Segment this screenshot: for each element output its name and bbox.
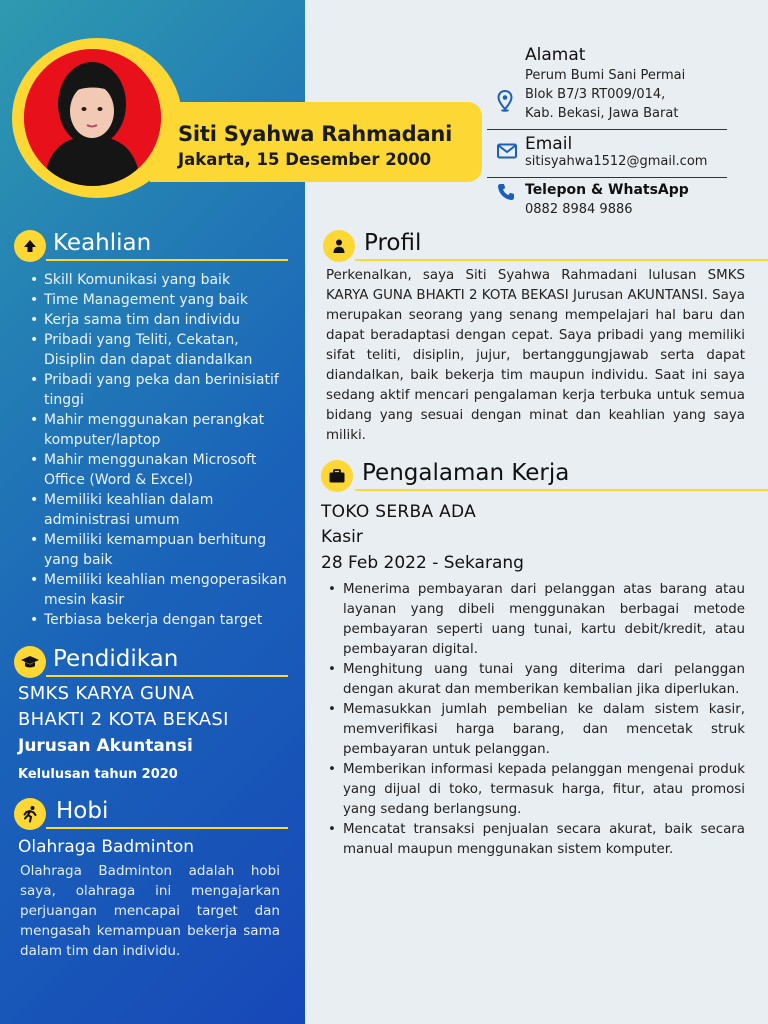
hobby-name: Olahraga Badminton	[18, 837, 195, 857]
school-name-line-2: BHAKTI 2 KOTA BEKASI	[18, 709, 229, 730]
section-underline	[355, 259, 768, 261]
skill-item: • Memiliki kemampuan berhitung yang baik	[26, 530, 291, 570]
person-icon	[323, 230, 355, 262]
section-underline	[355, 489, 768, 491]
skill-item: • Time Management yang baik	[26, 290, 291, 310]
skill-item: • Mahir menggunakan perangkat komputer/laptop	[26, 410, 291, 450]
email-title: Email	[525, 134, 573, 154]
skills-list	[26, 270, 291, 630]
birth-place-date: Jakarta, 15 Desember 2000	[178, 150, 432, 169]
skill-item: • Pribadi yang peka dan berinisiatif tinggi	[26, 370, 291, 410]
address-line-3: Kab. Bekasi, Jawa Barat	[525, 106, 679, 121]
skill-item: • Skill Komunikasi yang baik	[26, 270, 291, 290]
duty-item: • Mencatat transaksi penjualan secara akurat, baik secara manual maupun menggunakan sistem komputer.	[325, 820, 745, 860]
address-title: Alamat	[525, 45, 586, 65]
skill-item: • Kerja sama tim dan individu	[26, 310, 291, 330]
phone-title: Telepon & WhatsApp	[525, 182, 689, 198]
section-underline	[46, 259, 288, 261]
job-role: Kasir	[321, 527, 363, 547]
briefcase-icon	[321, 460, 353, 492]
hobby-heading: Hobi	[56, 798, 109, 824]
phone-icon	[497, 183, 515, 205]
full-name: Siti Syahwa Rahmadani	[178, 122, 453, 146]
skill-item: • Mahir menggunakan Microsoft Office (Word & Excel)	[26, 450, 291, 490]
profile-photo	[24, 49, 161, 186]
school-name-line-1: SMKS KARYA GUNA	[18, 683, 195, 704]
contact-divider	[487, 129, 727, 130]
skills-heading: Keahlian	[53, 230, 152, 256]
job-period: 28 Feb 2022 - Sekarang	[321, 553, 524, 573]
education-heading: Pendidikan	[53, 646, 179, 672]
skill-item: • Memiliki keahlian dalam administrasi umum	[26, 490, 291, 530]
skill-item: • Memiliki keahlian mengoperasikan mesin kasir	[26, 570, 291, 610]
runner-icon	[14, 798, 46, 830]
phone-value[interactable]: 0882 8984 9886	[525, 202, 633, 217]
profile-summary: Perkenalkan, saya Siti Syahwa Rahmadani lulusan SMKS KARYA GUNA BHAKTI 2 KOTA BEKASI Jurusan AKUNTANSI. Saya merupakan seorang yang senang mempelajari hal baru dan dapat beradaptasi dengan cepat. Saya pribadi yang memiliki sifat teliti, disiplin, jujur, bertanggungjawab serta dapat diandalkan, baik bekerja tim maupun individu. Saat ini saya sedang aktif mencari pengalaman kerja terbuka untuk semua bidang yang sesuai dengan minat dan keahlian yang saya miliki.	[326, 268, 745, 443]
profile-heading: Profil	[364, 230, 422, 256]
graduation-year: Kelulusan tahun 2020	[18, 767, 178, 782]
graduation-cap-icon	[14, 646, 46, 678]
job-duties-list	[325, 580, 745, 860]
location-pin-icon	[497, 90, 513, 116]
address-line-2: Blok B7/3 RT009/014,	[525, 87, 666, 102]
email-value[interactable]: sitisyahwa1512@gmail.com	[525, 154, 708, 169]
duty-item: • Memberikan informasi kepada pelanggan mengenai produk yang dijual di toko, termasuk harga, fitur, atau promosi yang sedang berlangsung.	[325, 760, 745, 820]
hobby-description: Olahraga Badminton adalah hobi saya, olahraga ini mengajarkan perjuangan mencapai target dan mengasah kemampuan bekerja sama dalam tim dan individu.	[20, 863, 280, 959]
skill-item: • Pribadi yang Teliti, Cekatan, Disiplin dan dapat diandalkan	[26, 330, 291, 370]
company-name: TOKO SERBA ADA	[321, 502, 477, 522]
skill-item: • Terbiasa bekerja dengan target	[26, 610, 291, 630]
section-underline	[46, 675, 288, 677]
duty-item: • Menerima pembayaran dari pelanggan atas barang atau layanan yang dibeli menggunakan berbagai metode pembayaran seperti uang tunai, kartu debit/kredit, atau pembayaran digital.	[325, 580, 745, 660]
section-underline	[46, 827, 288, 829]
mail-icon	[497, 143, 517, 163]
address-line-1: Perum Bumi Sani Permai	[525, 68, 686, 83]
experience-heading: Pengalaman Kerja	[362, 460, 570, 486]
duty-item: • Menghitung uang tunai yang diterima dari pelanggan dengan akurat dan memberikan kembalian jika diperlukan.	[325, 660, 745, 700]
arrow-up-icon	[14, 230, 46, 262]
duty-item: • Memasukkan jumlah pembelian ke dalam sistem kasir, memverifikasi harga barang, dan mencetak struk pembayaran untuk pelanggan.	[325, 700, 745, 760]
contact-divider	[487, 177, 727, 178]
major: Jurusan Akuntansi	[18, 736, 193, 756]
